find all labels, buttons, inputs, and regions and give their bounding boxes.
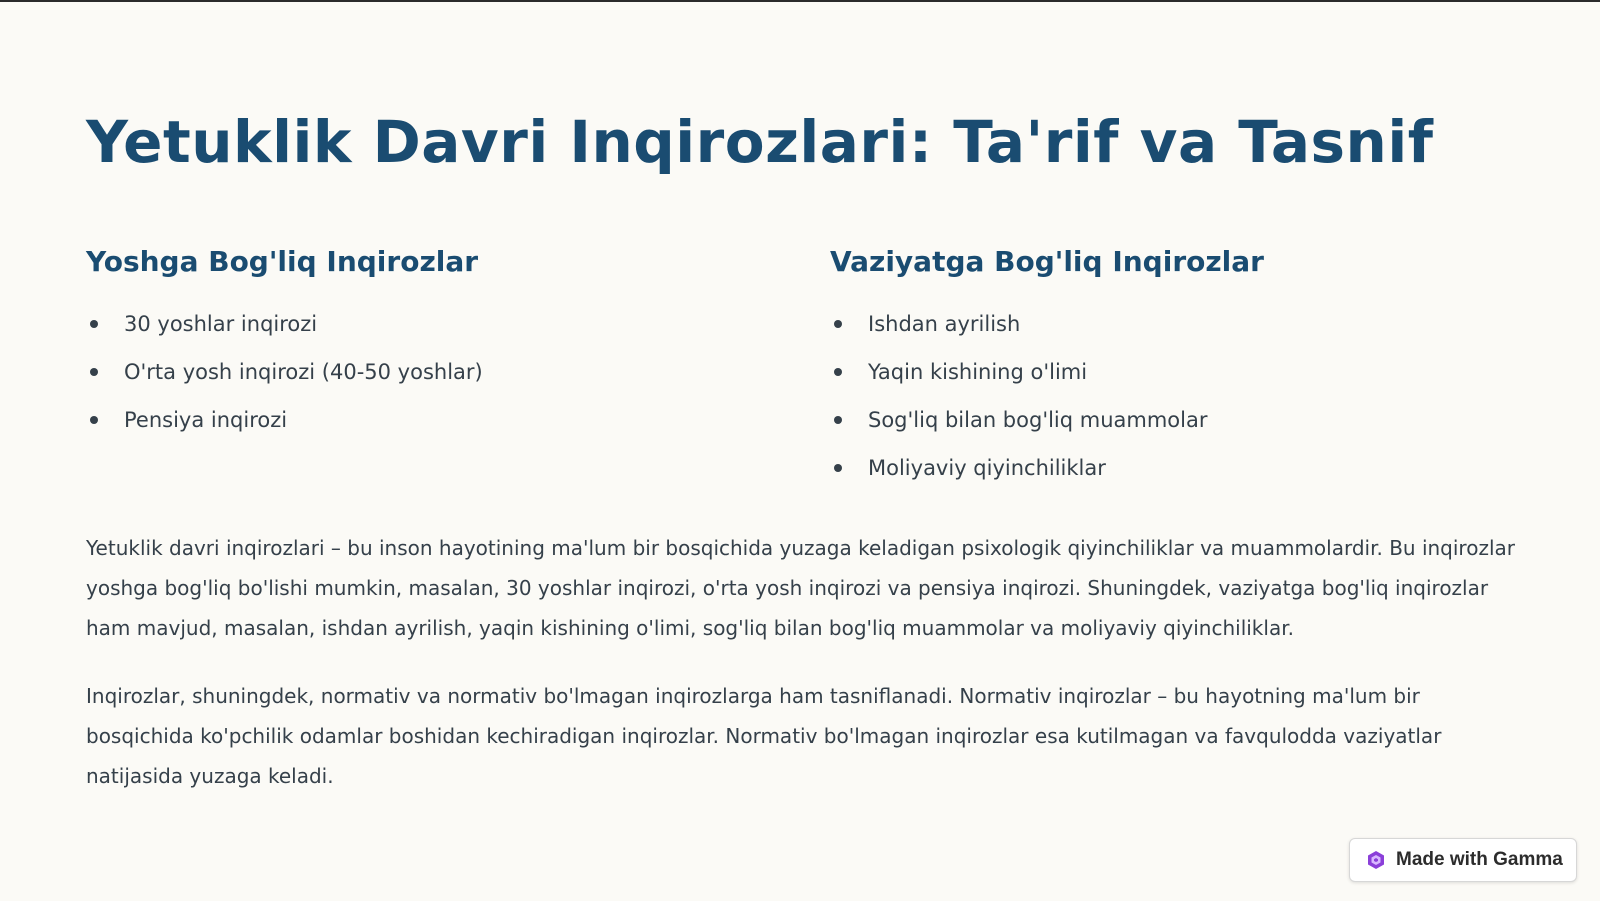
age-related-crises-heading: Yoshga Bog'liq Inqirozlar [86, 245, 479, 278]
bullet-icon [90, 416, 98, 424]
list-item [86, 300, 726, 348]
list-item [830, 396, 1470, 444]
list-item [830, 348, 1470, 396]
list-item [830, 444, 1470, 492]
situational-crises-heading: Vaziyatga Bog'liq Inqirozlar [830, 245, 1264, 278]
made-with-gamma-button[interactable] [1349, 838, 1577, 882]
age-related-crises-column [86, 244, 726, 444]
list-item-text: Moliyaviy qiyinchiliklar [868, 456, 1106, 480]
definition-paragraph: Yetuklik davri inqirozlari – bu inson hayotining ma'lum bir bosqichida yuzaga keladigan psixologik qiyinchiliklar va muammolardir. Bu inqirozlar yoshga bog'liq bo'lishi mumkin, masalan, 30 yoshlar inqirozi, o'rta yosh inqirozi va pensiya inqirozi. Shuningdek, vaziyatga bog'liq inqirozlar ham mavjud, masalan, ishdan ayrilish, yaqin kishining o'limi, sog'liq bilan bog'liq muammolar va moliyaviy qiyinchiliklar. [86, 536, 1515, 640]
classification-paragraph: Inqirozlar, shuningdek, normativ va normativ bo'lmagan inqirozlarga ham tasniflanadi. Normativ inqirozlar – bu hayotning ma'lum bir bosqichida ko'pchilik odamlar boshidan kechiradigan inqirozlar. Normativ bo'lmagan inqirozlar esa kutilmagan va favqulodda vaziyatlar natijasida yuzaga keladi. [86, 684, 1442, 788]
situational-crises-column [830, 244, 1470, 492]
made-with-gamma-label: Made with Gamma [1396, 849, 1563, 870]
list-item [830, 300, 1470, 348]
list-item [86, 396, 726, 444]
slide-title: Yetuklik Davri Inqirozlari: Ta'rif va Tasnif [86, 108, 1434, 176]
bullet-icon [834, 464, 842, 472]
list-item-text: O'rta yosh inqirozi (40-50 yoshlar) [124, 360, 483, 384]
bullet-icon [834, 320, 842, 328]
list-item [86, 348, 726, 396]
list-item-text: Pensiya inqirozi [124, 408, 288, 432]
bullet-icon [90, 368, 98, 376]
list-item-text: 30 yoshlar inqirozi [124, 312, 318, 336]
gamma-logo-icon [1366, 850, 1386, 870]
age-related-crises-list [86, 300, 726, 444]
list-item-text: Yaqin kishining o'limi [868, 360, 1088, 384]
bullet-icon [834, 416, 842, 424]
bullet-icon [834, 368, 842, 376]
list-item-text: Ishdan ayrilish [868, 312, 1021, 336]
situational-crises-list [830, 300, 1470, 492]
bullet-icon [90, 320, 98, 328]
list-item-text: Sog'liq bilan bog'liq muammolar [868, 408, 1208, 432]
